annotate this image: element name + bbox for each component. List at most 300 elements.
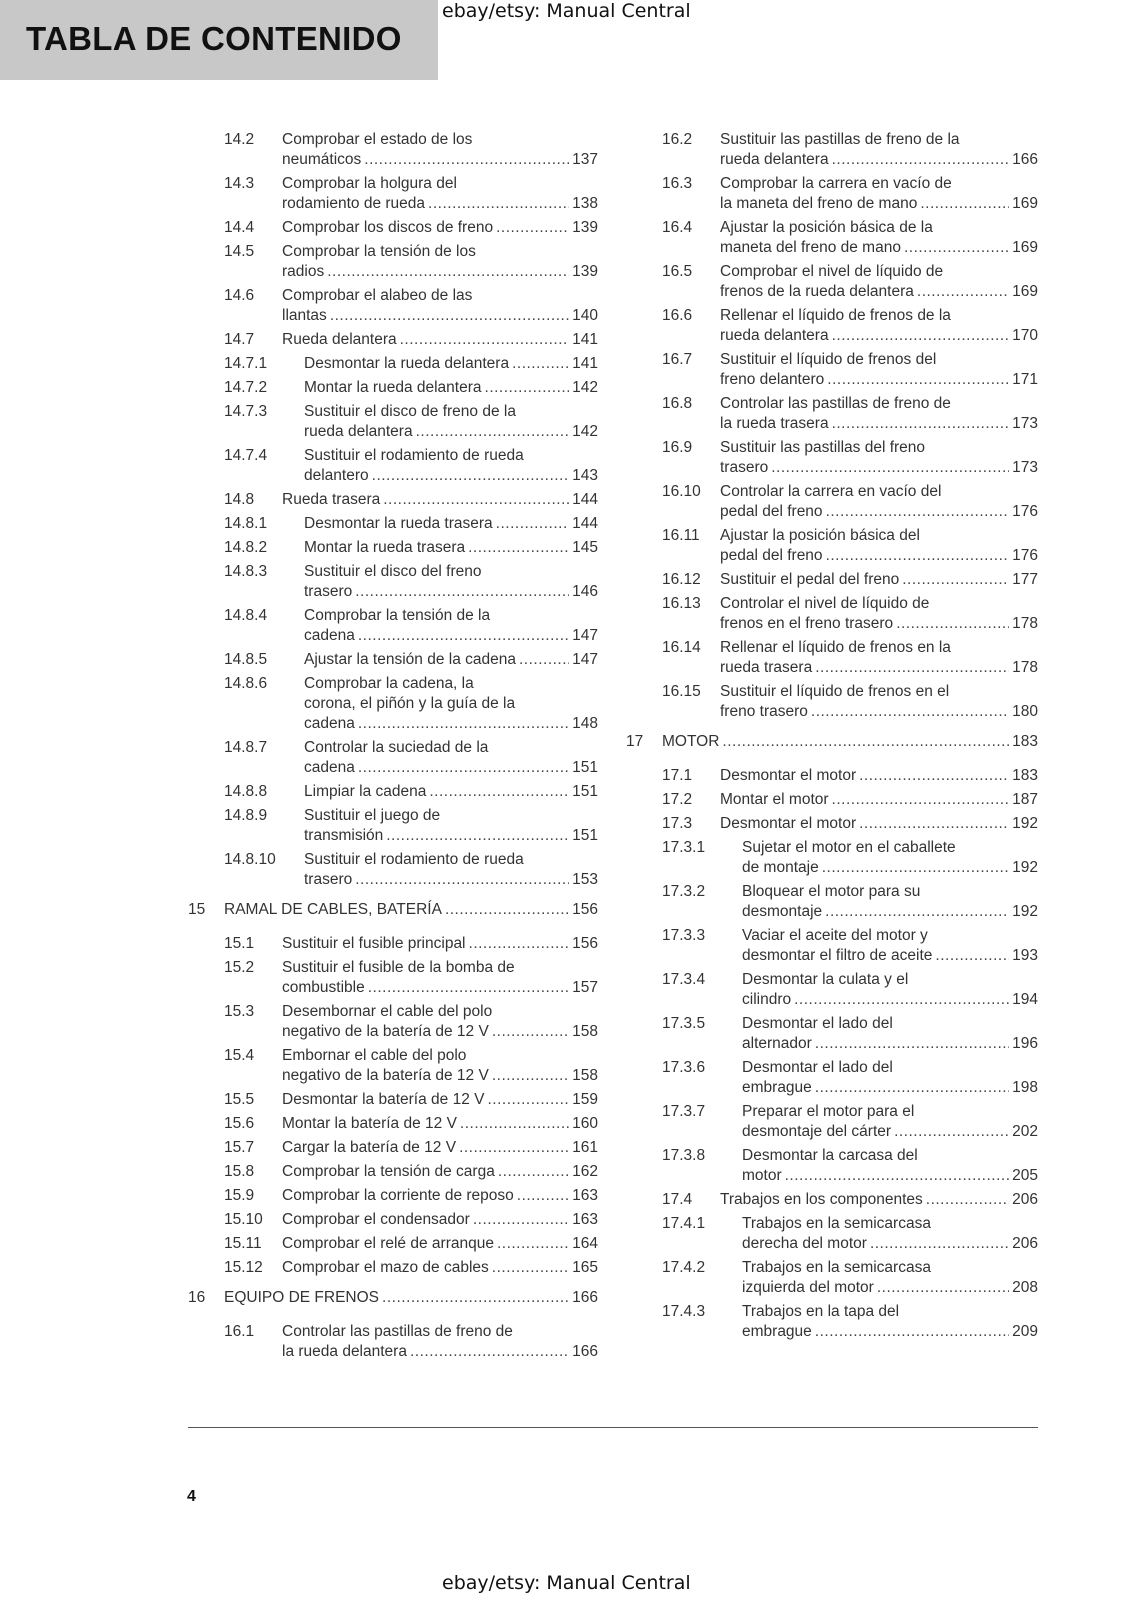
toc-entry-title-line: Comprobar el alabeo de las: [282, 287, 473, 304]
toc-entry: [188, 1162, 598, 1182]
toc-entry-title-line: Desmontar la culata y el: [742, 971, 909, 988]
toc-entry-number: 14.5: [224, 243, 255, 260]
toc-entry: [626, 482, 1038, 522]
toc-leader-dots: [492, 1258, 569, 1278]
toc-entry-title-line: la rueda delantera: [282, 1343, 407, 1360]
toc-entry-number: 14.8.3: [224, 563, 268, 580]
toc-entry: [626, 766, 1038, 786]
toc-entry-number: 17.3.8: [662, 1147, 706, 1164]
toc-entry-title-line: rueda delantera: [720, 151, 829, 168]
toc-entry-title-line: rueda delantera: [304, 423, 413, 440]
toc-entry-title-line: Controlar las pastillas de freno de: [282, 1323, 513, 1340]
toc-entry-page: 166: [1012, 151, 1038, 168]
toc-entry-title-line: Controlar el nivel de líquido de: [720, 595, 930, 612]
toc-entry-title-line: Rellenar el líquido de frenos de la: [720, 307, 951, 324]
toc-entry-title-line: motor: [742, 1167, 782, 1184]
toc-leader-dots: [492, 1022, 569, 1042]
toc-entry-number: 16.15: [662, 683, 701, 700]
toc-leader-dots: [896, 614, 1009, 634]
toc-leader-dots: [496, 218, 569, 238]
toc-entry-title-line: Comprobar los discos de freno: [282, 219, 494, 236]
toc-entry: [626, 1058, 1038, 1098]
toc-entry-page: 209: [1012, 1323, 1038, 1340]
toc-entry-number: 16.14: [662, 639, 701, 656]
toc-entry-title-line: Cargar la batería de 12 V: [282, 1139, 457, 1156]
toc-entry-number: 16: [188, 1289, 206, 1306]
toc-entry-number: 15.4: [224, 1047, 255, 1064]
toc-leader-dots: [428, 194, 569, 214]
toc-leader-dots: [859, 814, 1009, 834]
toc-entry-page: 146: [572, 583, 598, 600]
toc-entry-page: 140: [572, 307, 598, 324]
toc-leader-dots: [358, 758, 569, 778]
toc-entry-number: 14.8.8: [224, 783, 268, 800]
toc-entry-title-line: maneta del freno de mano: [720, 239, 901, 256]
toc-entry: [188, 1258, 598, 1278]
toc-entry-page: 192: [1012, 903, 1038, 920]
toc-leader-dots: [496, 514, 569, 534]
toc-entry: [626, 1214, 1038, 1254]
toc-entry-title-line: la maneta del freno de mano: [720, 195, 918, 212]
watermark-top: ebay/etsy: Manual Central: [442, 0, 691, 22]
toc-entry-number: 17.3.5: [662, 1015, 706, 1032]
toc-entry-title-line: Comprobar la corriente de reposo: [282, 1187, 514, 1204]
toc-entry-number: 17.3.3: [662, 927, 706, 944]
toc-entry-number: 15.7: [224, 1139, 255, 1156]
toc-entry-number: 14.8.4: [224, 607, 268, 624]
toc-entry-page: 162: [572, 1163, 598, 1180]
toc-entry-number: 14.7.3: [224, 403, 268, 420]
toc-entry-page: 193: [1012, 947, 1038, 964]
toc-entry-title-line: Desmontar la rueda trasera: [304, 515, 493, 532]
toc-leader-dots: [364, 150, 569, 170]
toc-entry-title-line: Controlar la suciedad de la: [304, 739, 489, 756]
toc-entry-page: 139: [572, 219, 598, 236]
footer-divider: [188, 1427, 1038, 1428]
toc-entry-page: 173: [1012, 459, 1038, 476]
toc-entry-title-line: Sustituir el líquido de frenos en el: [720, 683, 950, 700]
toc-leader-dots: [410, 1342, 569, 1362]
toc-entry-page: 206: [1012, 1235, 1038, 1252]
toc-entry-title-line: Vaciar el aceite del motor y: [742, 927, 928, 944]
toc-entry: [626, 130, 1038, 170]
toc-leader-dots: [815, 1034, 1009, 1054]
toc-entry: [188, 286, 598, 326]
toc-entry-page: 173: [1012, 415, 1038, 432]
toc-leader-dots: [386, 826, 569, 846]
toc-entry-title-line: Comprobar el condensador: [282, 1211, 470, 1228]
toc-entry-page: 141: [572, 355, 598, 372]
toc-entry-title-line: Comprobar la tensión de la: [304, 607, 491, 624]
toc-entry-number: 17.3.4: [662, 971, 706, 988]
toc-entry-title-line: Preparar el motor para el: [742, 1103, 915, 1120]
toc-leader-dots: [926, 1190, 1009, 1210]
toc-entry: [626, 594, 1038, 634]
toc-entry-page: 142: [572, 379, 598, 396]
toc-entry: [188, 514, 598, 534]
toc-entry-title-line: trasero: [304, 871, 353, 888]
toc-entry-title-line: trasero: [304, 583, 353, 600]
toc-entry-page: 144: [572, 515, 598, 532]
toc-entry-number: 17.3.6: [662, 1059, 706, 1076]
toc-entry: [188, 174, 598, 214]
toc-leader-dots: [785, 1166, 1010, 1186]
toc-leader-dots: [722, 732, 1009, 752]
toc-entry: [188, 242, 598, 282]
toc-leader-dots: [355, 582, 569, 602]
toc-leader-dots: [429, 782, 569, 802]
toc-entry-number: 14.8.7: [224, 739, 268, 756]
toc-entry-title-line: transmisión: [304, 827, 384, 844]
toc-entry-number: 17.1: [662, 767, 693, 784]
toc-entry-title-line: Desmontar la rueda delantera: [304, 355, 510, 372]
toc-entry-number: 15.2: [224, 959, 255, 976]
toc-leader-dots: [492, 1066, 569, 1086]
toc-entry-page: 196: [1012, 1035, 1038, 1052]
toc-entry: [188, 538, 598, 558]
toc-entry: [626, 682, 1038, 722]
toc-entry-number: 14.8.6: [224, 675, 268, 692]
toc-entry-number: 15.11: [224, 1235, 262, 1252]
toc-entry-number: 15.6: [224, 1115, 255, 1132]
toc-entry-title-line: Montar el motor: [720, 791, 829, 808]
toc-leader-dots: [859, 766, 1009, 786]
toc-entry-page: 166: [572, 1343, 598, 1360]
toc-leader-dots: [473, 1210, 569, 1230]
toc-entry-page: 180: [1012, 703, 1038, 720]
toc-leader-dots: [519, 650, 569, 670]
toc-entry-title-line: radios: [282, 263, 325, 280]
toc-leader-dots: [468, 538, 569, 558]
toc-entry: [626, 1102, 1038, 1142]
toc-entry-title-line: Desmontar el motor: [720, 815, 857, 832]
toc-entry-number: 14.6: [224, 287, 255, 304]
toc-entry-page: 178: [1012, 615, 1038, 632]
toc-entry-number: 14.8.5: [224, 651, 268, 668]
toc-entry-title-line: RAMAL DE CABLES, BATERÍA: [224, 901, 442, 918]
toc-entry-number: 15.9: [224, 1187, 255, 1204]
toc-leader-dots: [811, 702, 1009, 722]
toc-entry-number: 14.7.1: [224, 355, 268, 372]
toc-entry-number: 16.4: [662, 219, 693, 236]
toc-entry: [188, 1210, 598, 1230]
toc-leader-dots: [815, 1078, 1009, 1098]
toc-entry-title-line: negativo de la batería de 12 V: [282, 1023, 489, 1040]
toc-entry: [188, 900, 598, 920]
toc-leader-dots: [920, 194, 1009, 214]
toc-entry-title-line: rueda trasera: [720, 659, 813, 676]
toc-entry-title-line: Desmontar el lado del: [742, 1059, 893, 1076]
toc-entry-number: 17.4: [662, 1191, 693, 1208]
toc-entry-number: 14.7.2: [224, 379, 268, 396]
toc-leader-dots: [815, 658, 1009, 678]
toc-entry-title-line: Comprobar la holgura del: [282, 175, 457, 192]
toc-entry-title-line: Rueda trasera: [282, 491, 381, 508]
toc-entry-title-line: Sujetar el motor en el caballete: [742, 839, 956, 856]
toc-entry-title-line: Sustituir el fusible principal: [282, 935, 466, 952]
toc-entry-title-line: cadena: [304, 627, 355, 644]
toc-entry-number: 15.1: [224, 935, 255, 952]
toc-left-column: [188, 130, 598, 1366]
toc-entry-title-line: Embornar el cable del polo: [282, 1047, 467, 1064]
toc-entry-title-line: Trabajos en la semicarcasa: [742, 1259, 931, 1276]
toc-entry-page: 163: [572, 1187, 598, 1204]
toc-entry-title-line: desmontaje del cárter: [742, 1123, 892, 1140]
toc-leader-dots: [358, 714, 569, 734]
toc-entry: [188, 1186, 598, 1206]
toc-entry-page: 169: [1012, 195, 1038, 212]
toc-entry-page: 158: [572, 1067, 598, 1084]
toc-entry-page: 202: [1012, 1123, 1038, 1140]
toc-entry-page: 177: [1012, 571, 1038, 588]
toc-entry-title-line: desmontar el filtro de aceite: [742, 947, 933, 964]
toc-entry-number: 16.13: [662, 595, 701, 612]
toc-entry-title-line: Ajustar la posición básica de la: [720, 219, 933, 236]
toc-entry-number: 16.9: [662, 439, 693, 456]
toc-leader-dots: [794, 990, 1009, 1010]
toc-entry-number: 17: [626, 733, 644, 750]
toc-leader-dots: [512, 354, 569, 374]
toc-entry-number: 16.5: [662, 263, 693, 280]
toc-entry-title-line: embrague: [742, 1079, 812, 1096]
toc-entry-page: 156: [572, 901, 598, 918]
toc-entry-title-line: Comprobar el mazo de cables: [282, 1259, 489, 1276]
toc-entry-number: 15.8: [224, 1163, 255, 1180]
toc-entry-title-line: Desmontar la batería de 12 V: [282, 1091, 485, 1108]
toc-entry: [188, 1090, 598, 1110]
toc-entry-page: 144: [572, 491, 598, 508]
toc-entry-number: 17.3.2: [662, 883, 706, 900]
toc-leader-dots: [826, 502, 1010, 522]
toc-entry-title-line: derecha del motor: [742, 1235, 867, 1252]
toc-entry-title-line: Comprobar la tensión de los: [282, 243, 476, 260]
toc-entry-title-line: Controlar la carrera en vacío del: [720, 483, 942, 500]
toc-entry: [188, 850, 598, 890]
toc-entry-number: 15.5: [224, 1091, 255, 1108]
toc-entry: [188, 650, 598, 670]
toc-entry: [188, 446, 598, 486]
toc-entry-title-line: Sustituir el disco de freno de la: [304, 403, 516, 420]
toc-leader-dots: [497, 1234, 569, 1254]
toc-entry-number: 16.10: [662, 483, 701, 500]
toc-entry: [626, 526, 1038, 566]
toc-entry: [626, 1146, 1038, 1186]
toc-entry-number: 17.4.3: [662, 1303, 706, 1320]
toc-entry-title-line: Sustituir el fusible de la bomba de: [282, 959, 515, 976]
toc-entry-title-line: Ajustar la tensión de la cadena: [304, 651, 516, 668]
toc-entry-number: 14.7.4: [224, 447, 268, 464]
page-title: TABLA DE CONTENIDO: [26, 20, 402, 57]
toc-entry-page: 142: [572, 423, 598, 440]
toc-entry: [626, 1258, 1038, 1298]
toc-entry-number: 16.12: [662, 571, 701, 588]
toc-entry-title-line: Rueda delantera: [282, 331, 397, 348]
toc-leader-dots: [416, 422, 570, 442]
toc-entry: [626, 732, 1038, 752]
toc-entry-number: 14.7: [224, 331, 255, 348]
toc-entry: [626, 838, 1038, 878]
toc-entry-page: 156: [572, 935, 598, 952]
toc-entry-title-line: Sustituir el disco del freno: [304, 563, 482, 580]
toc-entry-title-line: Montar la rueda trasera: [304, 539, 466, 556]
toc-leader-dots: [825, 902, 1009, 922]
toc-entry-number: 17.3: [662, 815, 693, 832]
toc-entry-page: 153: [572, 871, 598, 888]
toc-entry: [188, 330, 598, 350]
toc-entry-title-line: freno trasero: [720, 703, 808, 720]
toc-leader-dots: [330, 306, 569, 326]
toc-entry: [626, 394, 1038, 434]
toc-entry-page: 205: [1012, 1167, 1038, 1184]
toc-entry-number: 15.12: [224, 1259, 263, 1276]
toc-entry-page: 151: [572, 759, 598, 776]
toc-entry-number: 15.10: [224, 1211, 263, 1228]
toc-entry-title-line: Comprobar el estado de los: [282, 131, 473, 148]
toc-entry-page: 169: [1012, 239, 1038, 256]
toc-entry-number: 16.1: [224, 1323, 255, 1340]
toc-leader-dots: [826, 546, 1010, 566]
toc-entry-number: 17.3.1: [662, 839, 706, 856]
toc-entry-page: 160: [572, 1115, 598, 1132]
toc-entry-title-line: Sustituir las pastillas del freno: [720, 439, 926, 456]
toc-entry-title-line: pedal del freno: [720, 547, 823, 564]
toc-entry-number: 14.4: [224, 219, 255, 236]
toc-entry-number: 14.8.9: [224, 807, 268, 824]
toc-entry-page: 145: [572, 539, 598, 556]
toc-entry-title-line: Desembornar el cable del polo: [282, 1003, 493, 1020]
toc-entry-title-line: Comprobar la cadena, la: [304, 675, 474, 692]
toc-entry-title-line: embrague: [742, 1323, 812, 1340]
toc-leader-dots: [877, 1278, 1009, 1298]
toc-entry: [188, 1138, 598, 1158]
toc-entry: [626, 790, 1038, 810]
toc-entry-page: 158: [572, 1023, 598, 1040]
toc-entry-title-line: Sustituir el pedal del freno: [720, 571, 900, 588]
toc-entry-number: 16.2: [662, 131, 693, 148]
toc-entry: [626, 882, 1038, 922]
toc-entry: [626, 926, 1038, 966]
toc-entry-page: 169: [1012, 283, 1038, 300]
toc-entry-title-line: Montar la batería de 12 V: [282, 1115, 457, 1132]
toc-entry: [626, 306, 1038, 346]
toc-leader-dots: [870, 1234, 1009, 1254]
toc-entry-title-line: freno delantero: [720, 371, 825, 388]
toc-entry-title-line: Sustituir el juego de: [304, 807, 441, 824]
toc-leader-dots: [832, 150, 1010, 170]
toc-leader-dots: [487, 1090, 569, 1110]
toc-entry: [188, 934, 598, 954]
toc-entry-title-line: Sustituir el rodamiento de rueda: [304, 851, 524, 868]
toc-entry-title-line: EQUIPO DE FRENOS: [224, 1289, 380, 1306]
toc-entry-page: 139: [572, 263, 598, 280]
toc-entry-page: 143: [572, 467, 598, 484]
toc-entry-title-line: Ajustar la posición básica del: [720, 527, 920, 544]
toc-entry-page: 206: [1012, 1191, 1038, 1208]
toc-leader-dots: [469, 934, 570, 954]
toc-leader-dots: [498, 1162, 569, 1182]
toc-entry-number: 16.11: [662, 527, 700, 544]
toc-right-column: [626, 130, 1038, 1346]
toc-entry-title-line: Comprobar el nivel de líquido de: [720, 263, 944, 280]
toc-entry-page: 157: [572, 979, 598, 996]
toc-entry-title-line: Bloquear el motor para su: [742, 883, 921, 900]
toc-leader-dots: [827, 370, 1009, 390]
toc-entry-number: 14.8.2: [224, 539, 268, 556]
toc-leader-dots: [832, 326, 1010, 346]
toc-entry: [188, 782, 598, 802]
toc-leader-dots: [355, 870, 569, 890]
toc-entry: [626, 438, 1038, 478]
toc-entry-title-line: Trabajos en los componentes: [720, 1191, 923, 1208]
toc-entry-title-line: pedal del freno: [720, 503, 823, 520]
toc-entry-page: 141: [572, 331, 598, 348]
toc-leader-dots: [327, 262, 569, 282]
toc-leader-dots: [460, 1114, 569, 1134]
toc-entry-page: 183: [1012, 733, 1038, 750]
toc-entry: [188, 130, 598, 170]
toc-entry-title-line: Comprobar el relé de arranque: [282, 1235, 494, 1252]
toc-leader-dots: [400, 330, 570, 350]
toc-entry-number: 14.2: [224, 131, 255, 148]
toc-entry-page: 137: [572, 151, 598, 168]
toc-leader-dots: [917, 282, 1009, 302]
toc-entry-page: 148: [572, 715, 598, 732]
header-bar: [0, 0, 438, 80]
toc-leader-dots: [517, 1186, 569, 1206]
toc-entry-title-line: Limpiar la cadena: [304, 783, 427, 800]
toc-leader-dots: [485, 378, 570, 398]
toc-entry-title-line: Sustituir las pastillas de freno de la: [720, 131, 960, 148]
toc-entry: [626, 218, 1038, 258]
toc-leader-dots: [382, 1288, 569, 1308]
toc-entry-page: 147: [572, 651, 598, 668]
toc-entry-title-line: la rueda trasera: [720, 415, 829, 432]
toc-entry-title-line: MOTOR: [662, 733, 720, 750]
toc-leader-dots: [372, 466, 569, 486]
toc-entry: [188, 218, 598, 238]
toc-entry-page: 198: [1012, 1079, 1038, 1096]
toc-entry-title-line: negativo de la batería de 12 V: [282, 1067, 489, 1084]
toc-entry: [626, 1190, 1038, 1210]
toc-entry-number: 17.2: [662, 791, 693, 808]
toc-entry-page: 192: [1012, 815, 1038, 832]
toc-entry: [626, 262, 1038, 302]
toc-leader-dots: [832, 790, 1010, 810]
toc-entry-title-line: corona, el piñón y la guía de la: [304, 695, 516, 712]
page-number: 4: [187, 1488, 196, 1505]
toc-entry: [188, 738, 598, 778]
toc-entry-title-line: Trabajos en la semicarcasa: [742, 1215, 931, 1232]
toc-entry-title-line: cadena: [304, 715, 355, 732]
toc-entry: [188, 806, 598, 846]
toc-entry-title-line: Sustituir el líquido de frenos del: [720, 351, 937, 368]
toc-entry: [626, 970, 1038, 1010]
toc-entry: [188, 490, 598, 510]
toc-entry-title-line: rueda delantera: [720, 327, 829, 344]
toc-leader-dots: [445, 900, 569, 920]
toc-entry-title-line: Rellenar el líquido de frenos en la: [720, 639, 951, 656]
toc-entry-title-line: llantas: [282, 307, 327, 324]
toc-entry-number: 16.6: [662, 307, 693, 324]
toc-entry-title-line: Desmontar el lado del: [742, 1015, 893, 1032]
toc-entry-page: 176: [1012, 503, 1038, 520]
toc-entry-page: 164: [572, 1235, 598, 1252]
toc-entry-page: 163: [572, 1211, 598, 1228]
toc-entry: [626, 174, 1038, 214]
toc-entry: [626, 1014, 1038, 1054]
toc-entry-title-line: delantero: [304, 467, 369, 484]
toc-entry-title-line: Desmontar la carcasa del: [742, 1147, 918, 1164]
